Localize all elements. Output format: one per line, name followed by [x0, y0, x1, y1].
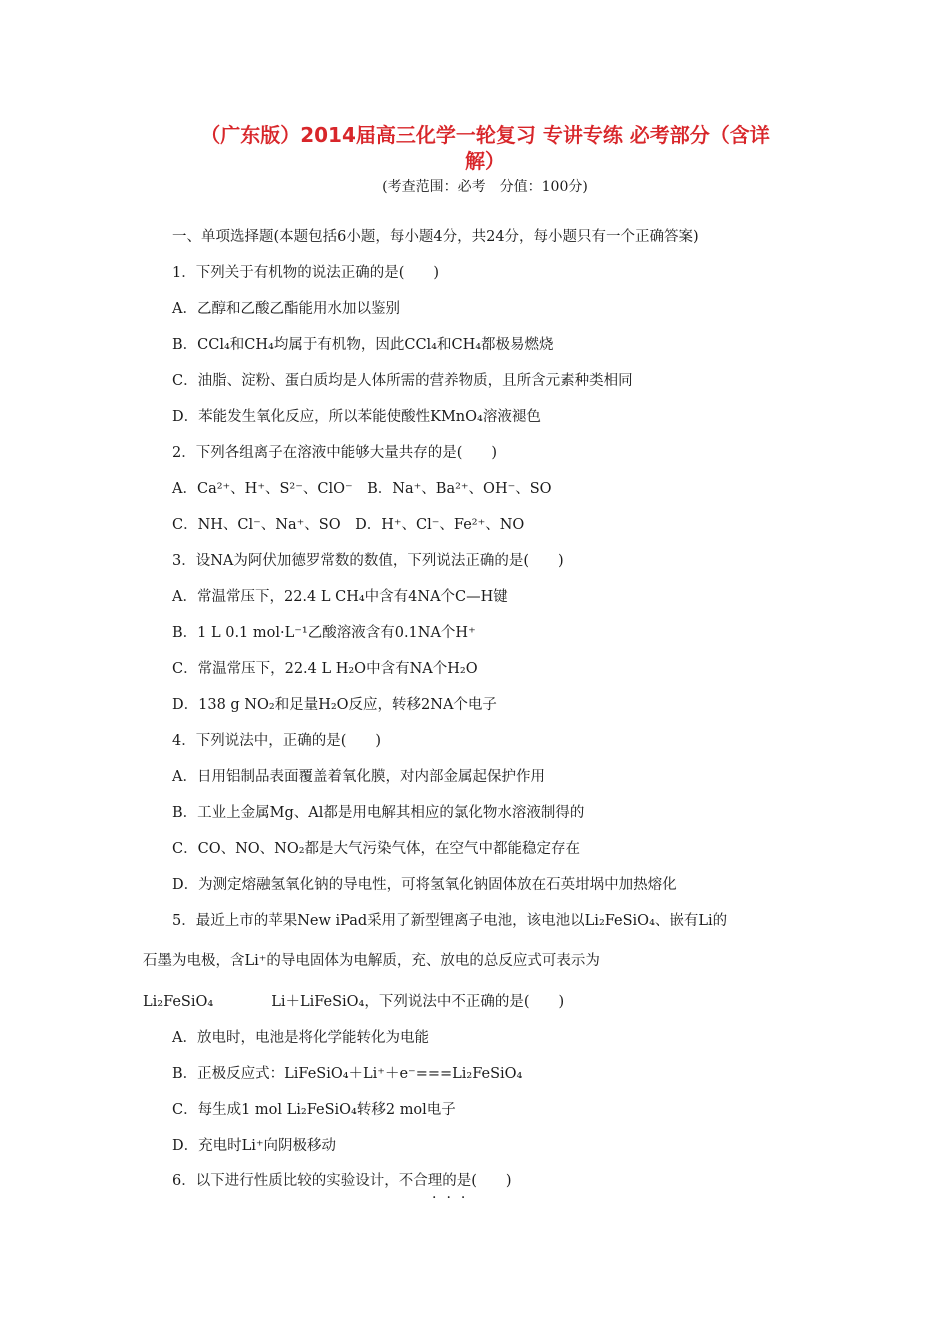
q4-option-d: D．为测定熔融氢氧化钠的导电性，可将氢氧化钠固体放在石英坩埚中加热熔化: [172, 877, 677, 893]
title-line-2: 解）: [465, 149, 505, 173]
section-heading: 一、单项选择题(本题包括6小题，每小题4分，共24分，每小题只有一个正确答案): [172, 229, 699, 245]
q1-option-a: A．乙醇和乙酸乙酯能用水加以鉴别: [172, 301, 400, 317]
q4-option-c: C．CO、NO、NO₂都是大气污染气体，在空气中都能稳定存在: [172, 841, 581, 857]
q3-option-d: D．138 g NO₂和足量H₂O反应，转移2NA个电子: [172, 697, 497, 713]
q1-option-d: D．苯能发生氧化反应，所以苯能使酸性KMnO₄溶液褪色: [172, 409, 541, 425]
q4-option-b: B．工业上金属Mg、Al都是用电解其相应的氯化物水溶液制得的: [172, 805, 585, 821]
q4-option-a: A．日用铝制品表面覆盖着氧化膜，对内部金属起保护作用: [172, 769, 545, 785]
title-line-1: （广东版）2014届高三化学一轮复习 专讲专练 必考部分（含详: [200, 123, 770, 147]
question-2: 2．下列各组离子在溶液中能够大量共存的是( ): [172, 445, 498, 461]
question-1: 1．下列关于有机物的说法正确的是( ): [172, 265, 440, 281]
q3-option-a: A．常温常压下，22.4 L CH₄中含有4NA个C—H键: [172, 589, 508, 605]
question-4: 4．下列说法中，正确的是( ): [172, 733, 382, 749]
exam-scope: (考查范围：必考 分值：100分): [382, 179, 588, 195]
emphasis-dots: ·​·​·: [432, 1190, 476, 1206]
q1-option-b: B．CCl₄和CH₄均属于有机物，因此CCl₄和CH₄都极易燃烧: [172, 337, 554, 353]
question-3: 3．设NA为阿伏加德罗常数的数值，下列说法正确的是( ): [172, 553, 564, 569]
q3-option-b: B．1 L 0.1 mol·L⁻¹乙酸溶液含有0.1NA个H⁺: [172, 625, 476, 641]
q5-option-c: C．每生成1 mol Li₂FeSiO₄转移2 mol电子: [172, 1102, 456, 1118]
q5-option-b: B．正极反应式：LiFeSiO₄＋Li⁺＋e⁻===Li₂FeSiO₄: [172, 1066, 523, 1082]
q2-options-cd: C．NH、Cl⁻、Na⁺、SO D．H⁺、Cl⁻、Fe²⁺、NO: [172, 517, 525, 533]
q1-option-c: C．油脂、淀粉、蛋白质均是人体所需的营养物质，且所含元素种类相同: [172, 373, 633, 389]
document-title: [150, 122, 820, 174]
question-5-equation: Li₂FeSiO₄ Li＋LiFeSiO₄，下列说法中不正确的是( ): [143, 994, 565, 1010]
q5-option-a: A．放电时，电池是将化学能转化为电能: [172, 1030, 429, 1046]
question-5-part-2: 石墨为电极，含Li⁺的导电固体为电解质，充、放电的总反应式可表示为: [143, 953, 600, 969]
q2-options-ab: A．Ca²⁺、H⁺、S²⁻、ClO⁻ B．Na⁺、Ba²⁺、OH⁻、SO: [172, 481, 552, 497]
q5-option-d: D．充电时Li⁺向阴极移动: [172, 1138, 337, 1154]
question-6: 6．以下进行性质比较的实验设计，不合理的是( ): [172, 1173, 512, 1189]
question-5-part-1: 5．最近上市的苹果New iPad采用了新型锂离子电池，该电池以Li₂FeSiO₄、嵌有Li的: [172, 913, 728, 929]
q3-option-c: C．常温常压下，22.4 L H₂O中含有NA个H₂O: [172, 661, 478, 677]
